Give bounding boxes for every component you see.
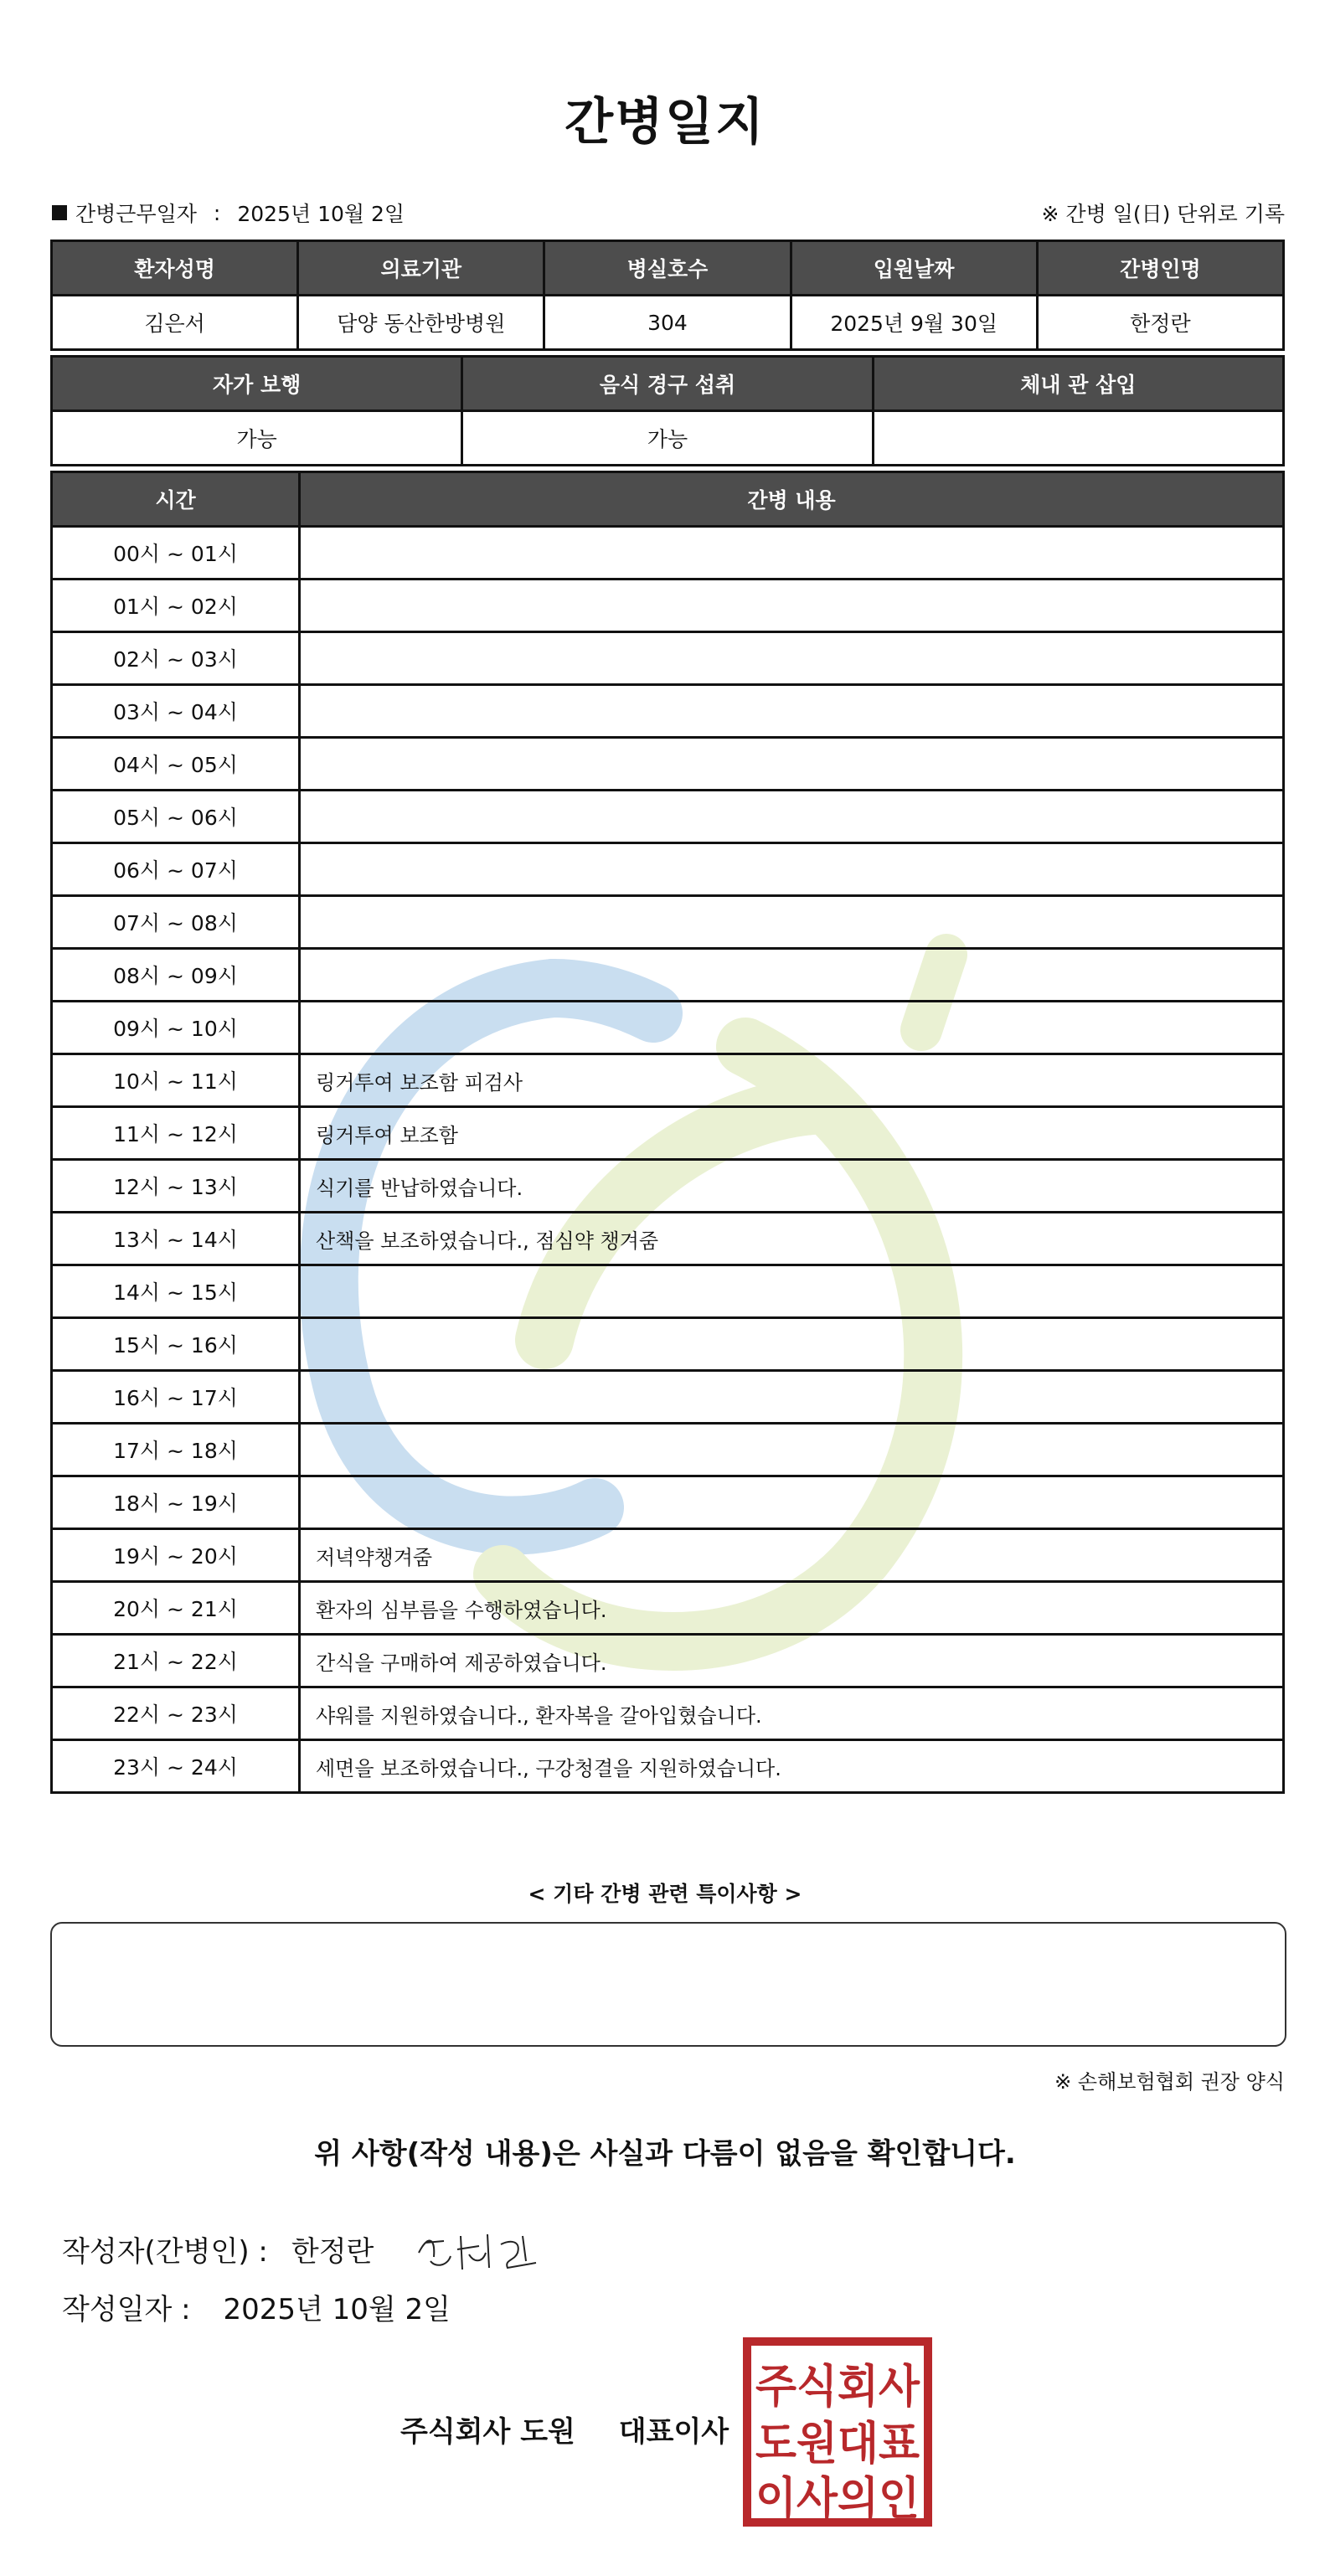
- ceo-title: 대표이사: [618, 2415, 729, 2449]
- time-cell: 04시 ~ 05시: [52, 738, 300, 791]
- care-log-row: [52, 1529, 1284, 1582]
- time-cell: 14시 ~ 15시: [52, 1265, 300, 1318]
- writer-label: 작성자(간병인) :: [62, 2234, 268, 2269]
- handwritten-signature: [410, 2219, 544, 2278]
- care-content-cell: [300, 1002, 1284, 1054]
- care-content-cell: [300, 1318, 1284, 1371]
- care-log-row: [52, 791, 1284, 843]
- patient-value-row: [52, 296, 1284, 350]
- status-header-cell: 자가 보행: [52, 357, 462, 411]
- time-cell: 02시 ~ 03시: [52, 632, 300, 685]
- time-cell: 06시 ~ 07시: [52, 843, 300, 896]
- time-cell: 13시 ~ 14시: [52, 1213, 300, 1265]
- care-log-row: [52, 1740, 1284, 1793]
- seal-line: 도원대표: [755, 2416, 920, 2470]
- time-cell: 07시 ~ 08시: [52, 896, 300, 949]
- status-header-cell: 음식 경구 섭취: [462, 357, 873, 411]
- care-content-cell: [300, 632, 1284, 685]
- care-content-cell: [300, 580, 1284, 632]
- care-log-row: [52, 632, 1284, 685]
- write-date-value: 2025년 10월 2일: [223, 2293, 451, 2326]
- care-log-row: [52, 1265, 1284, 1318]
- care-log-row: [52, 580, 1284, 632]
- care-content-cell: 링거투여 보조함 피검사: [300, 1054, 1284, 1107]
- walking-status-cell: 가능: [52, 411, 462, 466]
- care-content-cell: [300, 843, 1284, 896]
- care-log-row: [52, 1160, 1284, 1213]
- care-log-row: [52, 1476, 1284, 1529]
- care-content-cell: 산책을 보조하였습니다., 점심약 챙겨줌: [300, 1213, 1284, 1265]
- care-log-row: [52, 1054, 1284, 1107]
- status-header-row: [52, 357, 1284, 411]
- insurance-note: ※ 손해보험협회 권장 양식: [1054, 2070, 1285, 2094]
- care-log-row: [52, 896, 1284, 949]
- confirmation-statement: 위 사항(작성 내용)은 사실과 다름이 없음을 확인합니다.: [314, 2137, 1016, 2171]
- oral-intake-status-cell: 가능: [462, 411, 873, 466]
- care-log-table: [50, 471, 1285, 1794]
- bullet-square-icon: [52, 205, 67, 220]
- writer-line: [62, 2219, 544, 2278]
- patient-header-row: [52, 241, 1284, 296]
- care-content-cell: 간식을 구매하여 제공하였습니다.: [300, 1635, 1284, 1687]
- notes-box: [50, 1922, 1286, 2047]
- time-cell: 22시 ~ 23시: [52, 1687, 300, 1740]
- care-log-row: [52, 1635, 1284, 1687]
- care-log-row: [52, 527, 1284, 580]
- time-cell: 01시 ~ 02시: [52, 580, 300, 632]
- time-cell: 23시 ~ 24시: [52, 1740, 300, 1793]
- care-content-cell: [300, 1424, 1284, 1476]
- work-date-value: 2025년 10월 2일: [237, 202, 405, 226]
- care-log-row: [52, 1318, 1284, 1371]
- care-log-row: [52, 1371, 1284, 1424]
- time-cell: 03시 ~ 04시: [52, 685, 300, 738]
- content-column-header: 간병 내용: [300, 472, 1284, 527]
- caregiver-name-cell: 한정란: [1037, 296, 1283, 350]
- care-content-cell: [300, 685, 1284, 738]
- unit-note: ※ 간병 일(日) 단위로 기록: [1041, 202, 1285, 226]
- care-content-cell: [300, 1371, 1284, 1424]
- tube-insertion-status-cell: [873, 411, 1283, 466]
- company-name: 주식회사 도원: [400, 2415, 575, 2449]
- status-value-row: [52, 411, 1284, 466]
- notes-title: < 기타 간병 관련 특이사항 >: [528, 1882, 802, 1906]
- admission-date-cell: 2025년 9월 30일: [791, 296, 1037, 350]
- care-log-row: [52, 1002, 1284, 1054]
- care-log-row: [52, 949, 1284, 1002]
- care-content-cell: 세면을 보조하였습니다., 구강청결을 지원하였습니다.: [300, 1740, 1284, 1793]
- work-date-separator: :: [213, 200, 221, 225]
- care-log-row: [52, 1424, 1284, 1476]
- care-log-row: [52, 1687, 1284, 1740]
- patient-header-cell: 의료기관: [298, 241, 544, 296]
- seal-line: 이사의인: [755, 2471, 920, 2525]
- care-content-cell: [300, 1476, 1284, 1529]
- care-content-cell: [300, 791, 1284, 843]
- care-log-row: [52, 1107, 1284, 1160]
- company-line: [400, 2409, 729, 2450]
- writer-name: 한정란: [291, 2234, 374, 2269]
- care-content-cell: 식기를 반납하였습니다.: [300, 1160, 1284, 1213]
- patient-header-cell: 병실호수: [544, 241, 791, 296]
- time-cell: 10시 ~ 11시: [52, 1054, 300, 1107]
- time-cell: 15시 ~ 16시: [52, 1318, 300, 1371]
- patient-info-table: [50, 240, 1285, 351]
- care-log-row: [52, 685, 1284, 738]
- time-cell: 20시 ~ 21시: [52, 1582, 300, 1635]
- write-date-label: 작성일자 :: [62, 2293, 191, 2326]
- write-date-line: [62, 2286, 451, 2327]
- care-content-cell: 환자의 심부름을 수행하였습니다.: [300, 1582, 1284, 1635]
- document-title: 간병일지: [564, 93, 766, 152]
- company-seal-stamp: [742, 2336, 933, 2527]
- patient-header-cell: 환자성명: [52, 241, 298, 296]
- care-log-body: [52, 527, 1284, 1793]
- room-number-cell: 304: [544, 296, 791, 350]
- hospital-cell: 담양 동산한방병원: [298, 296, 544, 350]
- time-cell: 00시 ~ 01시: [52, 527, 300, 580]
- time-cell: 09시 ~ 10시: [52, 1002, 300, 1054]
- time-cell: 17시 ~ 18시: [52, 1424, 300, 1476]
- care-log-row: [52, 1213, 1284, 1265]
- patient-name-cell: 김은서: [52, 296, 298, 350]
- care-content-cell: [300, 527, 1284, 580]
- patient-header-cell: 입원날짜: [791, 241, 1037, 296]
- time-column-header: 시간: [52, 472, 300, 527]
- time-cell: 21시 ~ 22시: [52, 1635, 300, 1687]
- time-cell: 12시 ~ 13시: [52, 1160, 300, 1213]
- care-content-cell: [300, 896, 1284, 949]
- care-log-row: [52, 738, 1284, 791]
- patient-header-cell: 간병인명: [1037, 241, 1283, 296]
- time-cell: 18시 ~ 19시: [52, 1476, 300, 1529]
- patient-status-table: [50, 355, 1285, 466]
- time-cell: 05시 ~ 06시: [52, 791, 300, 843]
- time-cell: 11시 ~ 12시: [52, 1107, 300, 1160]
- care-content-cell: [300, 949, 1284, 1002]
- seal-line: 주식회사: [755, 2359, 920, 2413]
- meta-row: [52, 198, 1285, 228]
- time-cell: 08시 ~ 09시: [52, 949, 300, 1002]
- care-content-cell: 저녁약챙겨줌: [300, 1529, 1284, 1582]
- care-content-cell: 샤워를 지원하였습니다., 환자복을 갈아입혔습니다.: [300, 1687, 1284, 1740]
- care-log-header-row: [52, 472, 1284, 527]
- status-header-cell: 체내 관 삽입: [873, 357, 1283, 411]
- care-content-cell: 링거투여 보조함: [300, 1107, 1284, 1160]
- work-date-label: 간병근무일자: [75, 202, 197, 226]
- care-log-row: [52, 1582, 1284, 1635]
- time-cell: 19시 ~ 20시: [52, 1529, 300, 1582]
- time-cell: 16시 ~ 17시: [52, 1371, 300, 1424]
- care-log-row: [52, 843, 1284, 896]
- care-content-cell: [300, 738, 1284, 791]
- care-content-cell: [300, 1265, 1284, 1318]
- work-date-block: [52, 198, 405, 228]
